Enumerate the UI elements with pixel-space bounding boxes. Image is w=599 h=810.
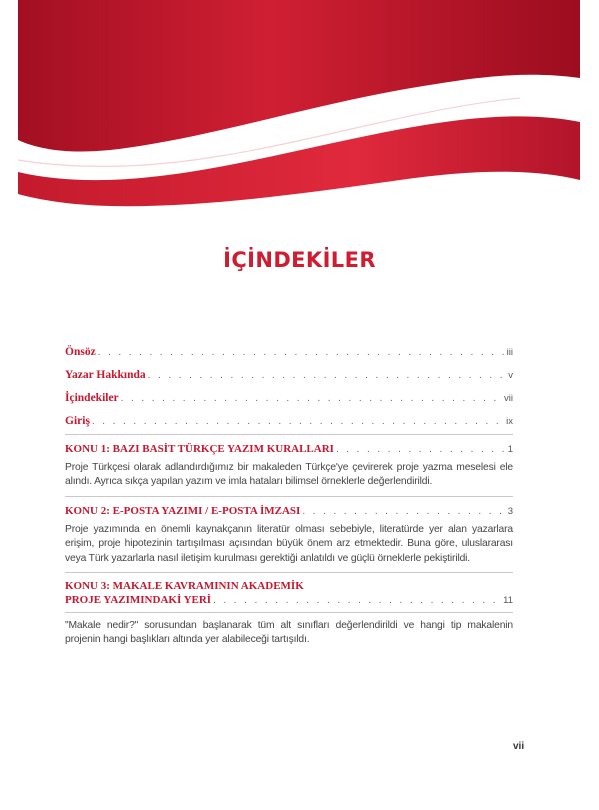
toc-entry-label: KONU 1: BAZI BASİT TÜRKÇE YAZIM KURALLARI — [65, 443, 334, 455]
leader-dots — [334, 443, 506, 456]
page-number: vii — [513, 741, 525, 752]
toc-entry-page: 1 — [507, 444, 513, 455]
divider — [65, 434, 513, 435]
toc-entry-konu-3[interactable] — [65, 593, 513, 607]
leader-dots — [211, 594, 501, 607]
toc-entry-label: Yazar Hakkında — [65, 369, 146, 381]
table-of-contents — [65, 345, 513, 648]
leader-dots — [146, 369, 507, 382]
leader-dots — [90, 415, 504, 428]
toc-entry-page: ix — [506, 416, 513, 427]
toc-entry-label: KONU 2: E-POSTA YAZIMI / E-POSTA İMZASI — [65, 504, 301, 517]
toc-entry-page: 3 — [507, 505, 513, 517]
toc-entry-konu-1[interactable] — [65, 442, 513, 456]
topic-description: "Makale nedir?" sorusundan başlanarak tüm alt sınıfları değerlendirildi ve hangi tip makalenin projenin hangi başlıkları altında yer alabileceği tartışıldı. — [65, 620, 513, 646]
toc-entry-konu-2[interactable] — [65, 504, 513, 518]
leader-dots — [119, 392, 502, 405]
toc-entry-label: Giriş — [65, 415, 90, 427]
toc-entry-giris[interactable] — [65, 414, 513, 428]
toc-entry-label: PROJE YAZIMINDAKİ YERİ — [65, 594, 212, 607]
toc-entry-konu-3-line1[interactable]: KONU 3: MAKALE KAVRAMININ AKADEMİK — [65, 580, 304, 593]
toc-entry-label: İçindekiler — [65, 392, 119, 404]
topic-description: Proje Türkçesi olarak adlandırdığımız bir makaleden Türkçe'ye çevirerek proje yazma meselesi ele alındı. Ayrıca sıkça yapılan yazım ve imla hataları bilimsel örneklerle değerlendirildi. — [65, 462, 513, 488]
page-title: İÇİNDEKİLER — [223, 248, 376, 272]
divider — [65, 496, 513, 497]
decorative-red-wave-banner — [0, 0, 599, 215]
leader-dots — [96, 346, 505, 359]
topic-description: Proje yazımında en önemli kaynakçanın literatür olması sebebiyle, literatürde yer alan yazarlara erişim, proje hipotezinin tartışılması açısından büyük önem arz etmektedir. Buna göre, uluslararası veya Türk yazarlarla nasıl iletişim kurulması gerektiği anlatıldı ve güçlü örneklerle pekiştirildi. — [65, 523, 513, 564]
toc-entry-page: v — [508, 370, 513, 381]
toc-entry-onsoz[interactable] — [65, 345, 513, 359]
toc-entry-yazar[interactable] — [65, 368, 513, 382]
toc-entry-label: Önsöz — [65, 346, 96, 358]
toc-entry-page: iii — [506, 347, 513, 358]
divider — [65, 572, 513, 573]
leader-dots — [300, 505, 505, 518]
toc-entry-page: vii — [504, 393, 513, 404]
toc-entry-page: 11 — [503, 595, 513, 607]
divider — [65, 612, 513, 613]
toc-entry-icindekiler[interactable] — [65, 391, 513, 405]
